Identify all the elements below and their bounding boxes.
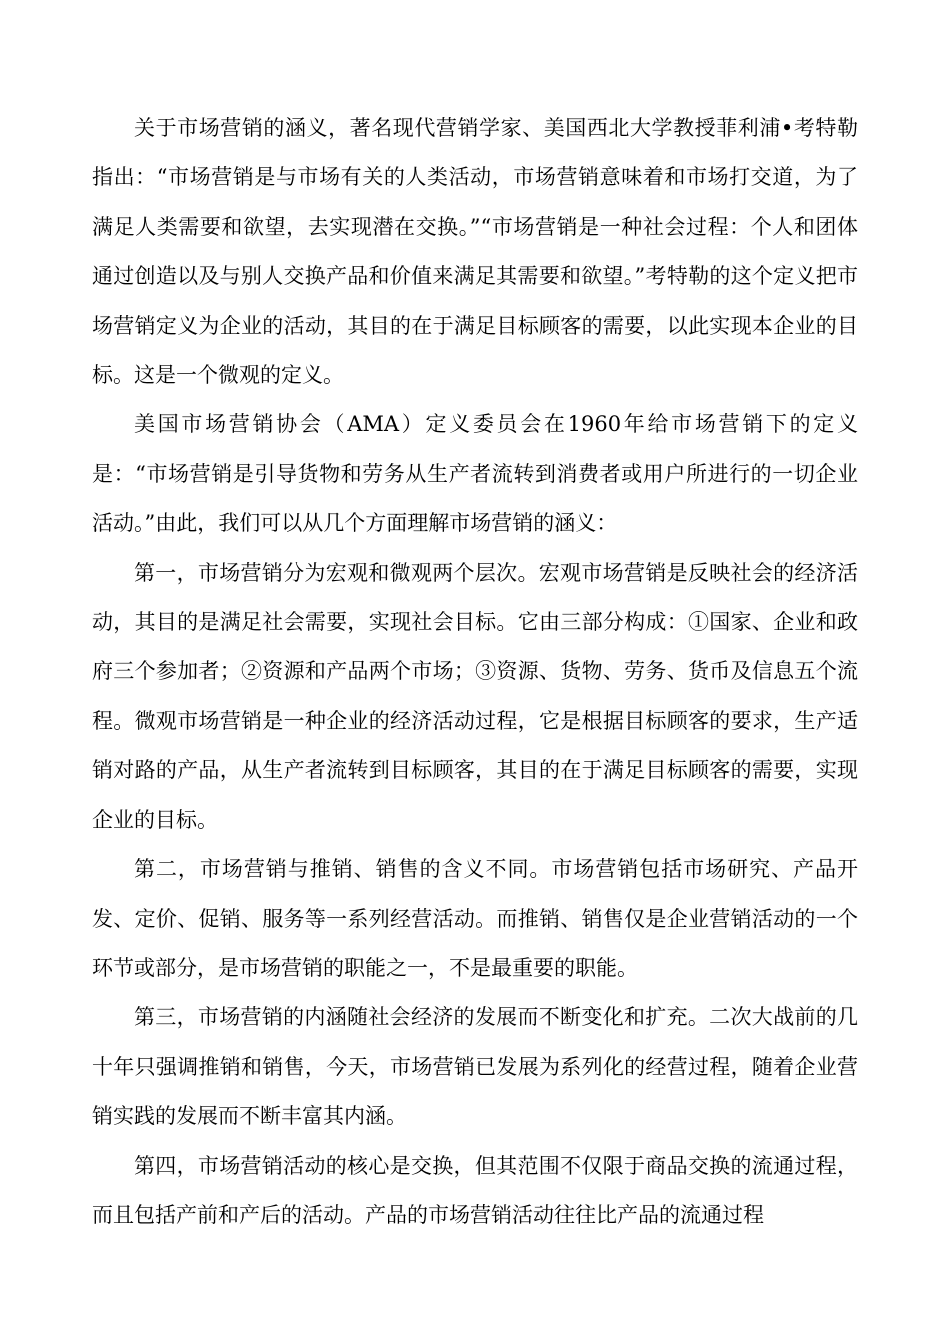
paragraph-point-three: 第三，市场营销的内涵随社会经济的发展而不断变化和扩充。二次大战前的几十年只强调推销和销售，今天，市场营销已发展为系列化的经营过程，随着企业营销实践的发展而不断丰富其内涵。 — [92, 1005, 858, 1129]
document-body — [92, 104, 858, 1240]
paragraph-definition-ama: 美国市场营销协会（AMA）定义委员会在1960年给市场营销下的定义是：“市场营销是引导货物和劳务从生产者流转到消费者或用户所进行的一切企业活动。”由此，我们可以从几个方面理解市场营销的涵义： — [92, 412, 858, 536]
paragraph-point-one: 第一，市场营销分为宏观和微观两个层次。宏观市场营销是反映社会的经济活动，其目的是满足社会需要，实现社会目标。它由三部分构成：①国家、企业和政府三个参加者；②资源和产品两个市场；③资源、货物、劳务、货币及信息五个流程。微观市场营销是一种企业的经济活动过程，它是根据目标顾客的要求，生产适销对路的产品，从生产者流转到目标顾客，其目的在于满足目标顾客的需要，实现企业的目标。 — [92, 560, 858, 832]
paragraph-definition-kotler: 关于市场营销的涵义，著名现代营销学家、美国西北大学教授菲利浦•考特勒指出：“市场营销是与市场有关的人类活动，市场营销意味着和市场打交道，为了满足人类需要和欲望，去实现潜在交换。”“市场营销是一种社会过程：个人和团体通过创造以及与别人交换产品和价值来满足其需要和欲望。”考特勒的这个定义把市场营销定义为企业的活动，其目的在于满足目标顾客的需要，以此实现本企业的目标。这是一个微观的定义。 — [92, 116, 858, 388]
paragraph-point-two: 第二，市场营销与推销、销售的含义不同。市场营销包括市场研究、产品开发、定价、促销、服务等一系列经营活动。而推销、销售仅是企业营销活动的一个环节或部分，是市场营销的职能之一，不是最重要的职能。 — [92, 857, 858, 980]
paragraph-point-four: 第四，市场营销活动的核心是交换，但其范围不仅限于商品交换的流通过程，而且包括产前和产后的活动。产品的市场营销活动往往比产品的流通过程 — [92, 1153, 858, 1227]
